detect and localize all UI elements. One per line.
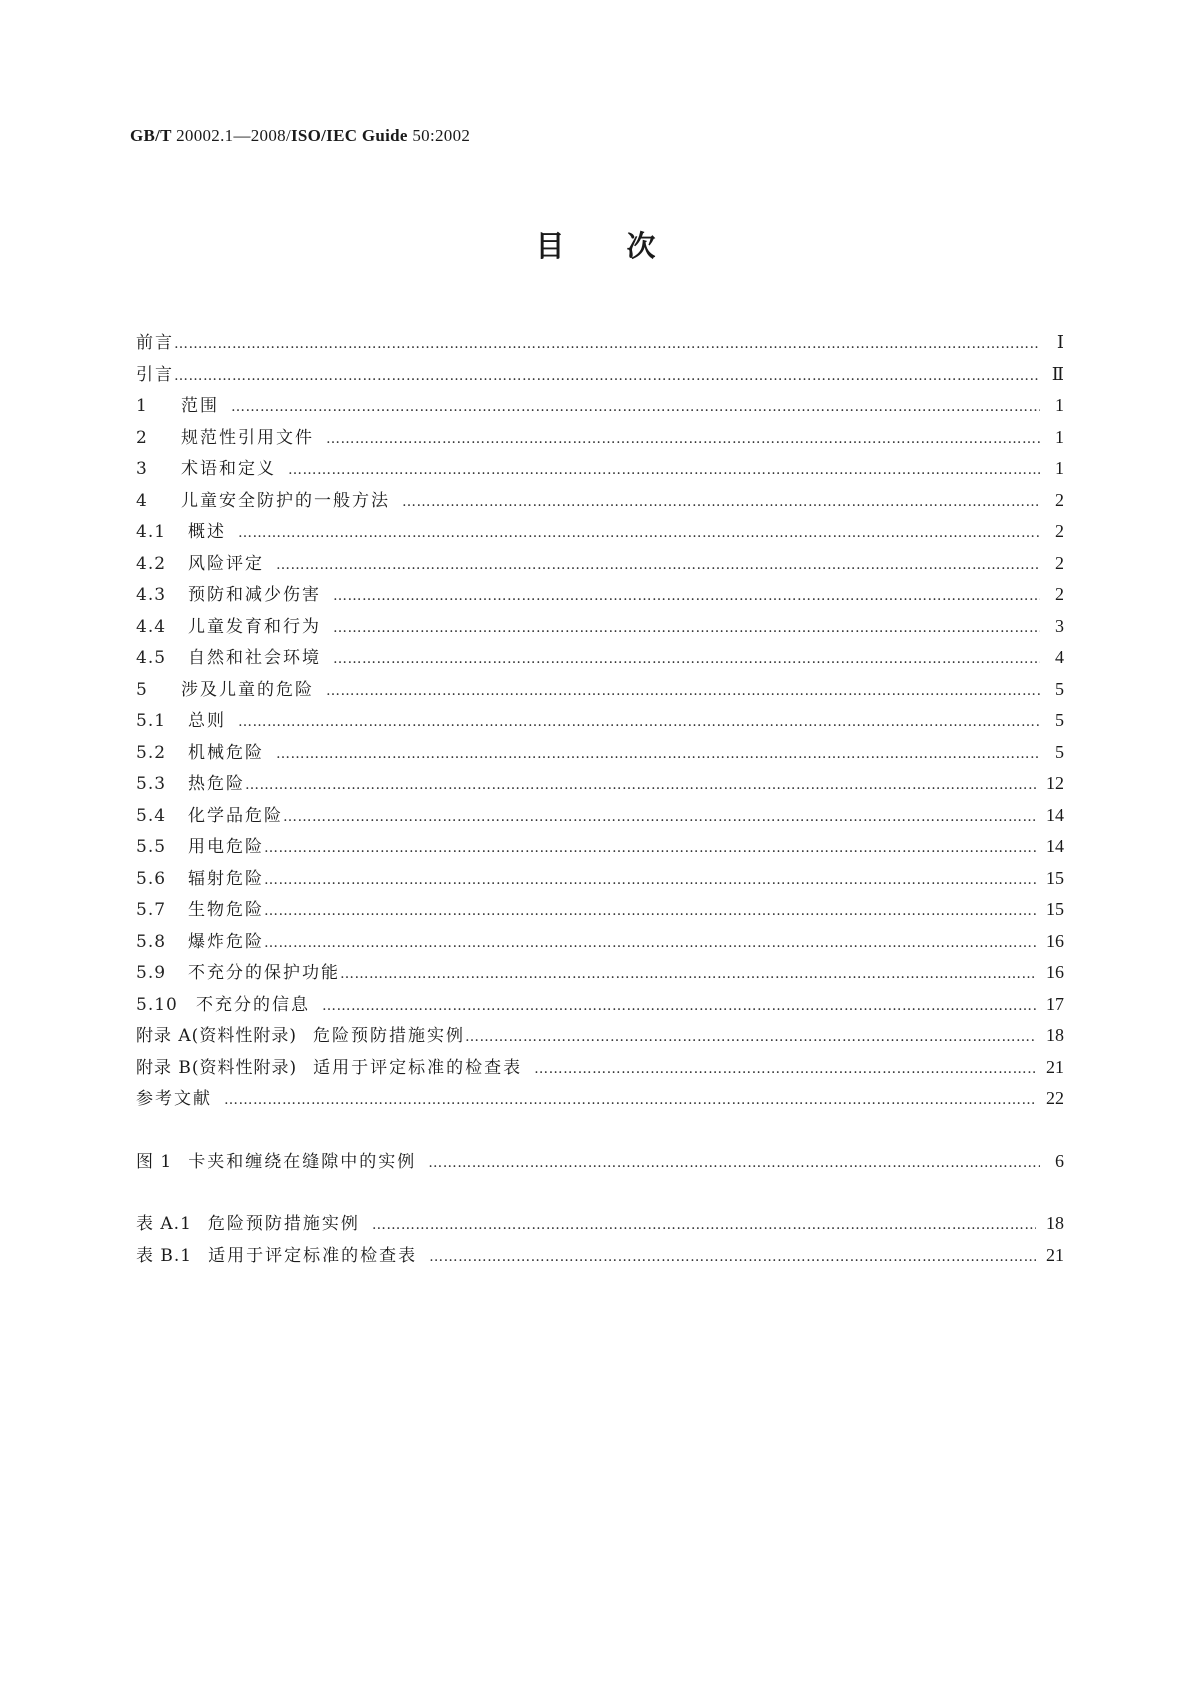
toc-entry-section-5-10[interactable]	[136, 990, 1064, 1022]
toc-entry-page: Ⅰ	[1056, 332, 1064, 352]
toc-entry-label: 引言	[136, 364, 174, 385]
toc-entry-page: 2	[1055, 521, 1064, 541]
spacer	[136, 1116, 1064, 1147]
toc-entry-annex-a[interactable]	[136, 1021, 1064, 1053]
toc-entry-label: 自然和社会环境	[188, 648, 321, 668]
leader-dots	[372, 1217, 1036, 1233]
leader-dots	[326, 431, 1040, 447]
toc-entry-label: 危险预防措施实例	[207, 1214, 360, 1234]
toc-entry-section-4[interactable]	[136, 486, 1064, 518]
toc-entry-label: 热危险	[188, 774, 245, 794]
toc-entry-number: 3	[136, 459, 148, 479]
toc-entry-number: 5.10	[136, 994, 178, 1015]
leader-dots	[174, 368, 1040, 384]
toc-entry-label: 儿童安全防护的一般方法	[181, 490, 390, 511]
toc-entry-section-4-3[interactable]	[136, 580, 1064, 612]
leader-dots	[264, 903, 1036, 919]
toc-entry-label: 预防和减少伤害	[188, 585, 321, 605]
toc-entry-page: 17	[1046, 993, 1064, 1014]
leader-dots	[174, 336, 1040, 352]
toc-entry-label: 范围	[181, 396, 219, 416]
toc-entry-number: 4.4	[136, 616, 167, 637]
leader-dots	[340, 966, 1036, 982]
toc-entry-number: 4	[136, 490, 148, 511]
toc-entry-page: 5	[1055, 741, 1064, 762]
toc-entry-figure-1[interactable]	[136, 1147, 1064, 1179]
toc-entry-number: 1	[136, 396, 148, 416]
toc-entry-label: 生物危险	[188, 900, 264, 920]
toc-entry-introduction[interactable]	[136, 360, 1064, 392]
toc-entry-number: 4.3	[136, 585, 167, 605]
std-label: GB/T	[130, 126, 172, 145]
leader-dots	[276, 746, 1040, 762]
toc-entry-label: 危险预防措施实例	[312, 1026, 465, 1046]
leader-dots	[231, 399, 1040, 415]
toc-entry-number: 2	[136, 427, 148, 448]
leader-dots	[402, 494, 1040, 510]
toc-entry-prefix: 附录 A(资料性附录)	[136, 1026, 297, 1046]
leader-dots	[238, 714, 1040, 730]
toc-entry-annex-b[interactable]	[136, 1053, 1064, 1085]
toc-entry-section-5-2[interactable]	[136, 738, 1064, 770]
toc-entry-section-5-1[interactable]	[136, 706, 1064, 738]
toc-entry-page: 3	[1055, 615, 1064, 636]
std-code: 20002.1—2008/	[176, 126, 291, 145]
toc-entry-label: 术语和定义	[181, 459, 276, 479]
toc-entry-label: 概述	[188, 522, 226, 542]
toc-entry-page: 21	[1046, 1056, 1064, 1077]
leader-dots	[333, 588, 1040, 604]
leader-dots	[288, 462, 1040, 478]
toc-entry-label: 辐射危险	[188, 868, 264, 889]
toc-entry-page: Ⅱ	[1051, 363, 1064, 384]
leader-dots	[333, 620, 1040, 636]
toc-entry-section-2[interactable]	[136, 423, 1064, 455]
leader-dots	[534, 1061, 1036, 1077]
standard-header	[130, 126, 470, 146]
toc-entry-prefix: 附录 B(资料性附录)	[136, 1057, 298, 1078]
toc-entry-foreword[interactable]	[136, 328, 1064, 360]
toc-entry-label: 卡夹和缠绕在缝隙中的实例	[188, 1151, 417, 1172]
toc-entry-section-5-6[interactable]	[136, 864, 1064, 896]
toc-entry-number: 4.5	[136, 648, 167, 668]
toc-entry-page: 14	[1046, 836, 1064, 856]
toc-entry-page: 14	[1046, 804, 1064, 825]
toc-entry-number: 5.2	[136, 742, 167, 763]
leader-dots	[276, 557, 1040, 573]
leader-dots	[264, 935, 1036, 951]
toc-entry-number: 5.4	[136, 805, 167, 826]
toc-entry-label: 儿童发育和行为	[188, 616, 321, 637]
toc-entry-number: 5.6	[136, 868, 167, 889]
toc-entry-label: 不充分的信息	[196, 994, 310, 1015]
toc-entry-section-5-9[interactable]	[136, 958, 1064, 990]
leader-dots	[465, 1029, 1036, 1045]
toc-entry-page: 16	[1046, 962, 1064, 982]
toc-entry-page: 2	[1055, 552, 1064, 573]
toc-entry-section-5-3[interactable]	[136, 769, 1064, 801]
toc-entry-table-b1[interactable]	[136, 1241, 1064, 1273]
toc-entry-prefix: 表 A.1	[136, 1214, 192, 1234]
toc-entry-label: 爆炸危险	[188, 931, 264, 952]
toc-entry-label: 前言	[136, 333, 174, 353]
toc-entry-page: 5	[1055, 710, 1064, 730]
toc-entry-page: 4	[1055, 647, 1064, 667]
toc-entry-section-5-4[interactable]	[136, 801, 1064, 833]
leader-dots	[238, 525, 1040, 541]
toc-entry-label: 涉及儿童的危险	[181, 679, 314, 700]
leader-dots	[429, 1249, 1036, 1265]
toc-entry-table-a1[interactable]	[136, 1209, 1064, 1241]
toc-entry-section-5-8[interactable]	[136, 927, 1064, 959]
toc-entry-page: 6	[1055, 1150, 1064, 1171]
toc-entry-number: 5.7	[136, 900, 167, 920]
toc-entry-page: 2	[1055, 489, 1064, 510]
toc-entry-label: 适用于评定标准的检查表	[313, 1057, 523, 1078]
toc-entry-page: 1	[1055, 426, 1064, 447]
toc-entry-section-3[interactable]	[136, 454, 1064, 486]
toc-entry-number: 5.5	[136, 837, 167, 857]
leader-dots	[224, 1092, 1036, 1108]
toc-entry-page: 2	[1055, 584, 1064, 604]
toc-entry-number: 4.2	[136, 553, 167, 574]
toc-entry-label: 风险评定	[188, 553, 264, 574]
toc-entry-number: 5.3	[136, 774, 167, 794]
leader-dots	[245, 777, 1036, 793]
toc-entry-section-5[interactable]	[136, 675, 1064, 707]
leader-dots	[283, 809, 1036, 825]
toc-entry-label: 用电危险	[188, 837, 264, 857]
leader-dots	[264, 872, 1036, 888]
page-title: 目次	[535, 229, 718, 263]
toc-entry-page: 1	[1055, 395, 1064, 415]
toc-entry-label: 机械危险	[188, 742, 264, 763]
toc-entry-section-5-7[interactable]	[136, 895, 1064, 927]
toc-entry-page: 15	[1046, 899, 1064, 919]
leader-dots	[428, 1155, 1040, 1171]
leader-dots	[264, 840, 1036, 856]
toc-entry-page: 21	[1046, 1244, 1064, 1265]
toc-entry-section-5-5[interactable]	[136, 832, 1064, 864]
leader-dots	[326, 683, 1040, 699]
table-of-contents	[136, 328, 1064, 1272]
toc-entry-label: 总则	[188, 711, 226, 731]
toc-entry-number: 5.1	[136, 711, 167, 731]
iso-label: ISO/IEC Guide	[290, 126, 408, 145]
toc-entry-section-4-5[interactable]	[136, 643, 1064, 675]
toc-entry-number: 5.8	[136, 931, 167, 952]
toc-entry-page: 1	[1055, 458, 1064, 478]
toc-entry-section-4-2[interactable]	[136, 549, 1064, 581]
toc-entry-number: 5	[136, 679, 148, 700]
toc-entry-number: 5.9	[136, 963, 167, 983]
toc-entry-references[interactable]	[136, 1084, 1064, 1116]
iso-code: 50:2002	[412, 126, 471, 145]
toc-entry-label: 化学品危险	[188, 805, 283, 826]
toc-entry-prefix: 图 1	[136, 1151, 173, 1172]
toc-entry-section-4-1[interactable]	[136, 517, 1064, 549]
toc-entry-number: 4.1	[136, 522, 167, 542]
toc-entry-label: 不充分的保护功能	[188, 963, 340, 983]
toc-entry-page: 12	[1046, 773, 1064, 793]
toc-entry-section-4-4[interactable]	[136, 612, 1064, 644]
toc-entry-label: 参考文献	[136, 1089, 212, 1109]
leader-dots	[333, 651, 1040, 667]
toc-entry-section-1[interactable]	[136, 391, 1064, 423]
toc-entry-page: 18	[1046, 1025, 1064, 1045]
toc-entry-page: 18	[1046, 1213, 1064, 1233]
toc-entry-prefix: 表 B.1	[136, 1245, 193, 1266]
toc-entry-page: 15	[1046, 867, 1064, 888]
toc-entry-page: 22	[1046, 1088, 1064, 1108]
toc-entry-label: 规范性引用文件	[181, 427, 314, 448]
toc-entry-page: 16	[1046, 930, 1064, 951]
leader-dots	[322, 998, 1036, 1014]
toc-entry-label: 适用于评定标准的检查表	[208, 1245, 418, 1266]
toc-entry-page: 5	[1055, 678, 1064, 699]
spacer	[136, 1178, 1064, 1209]
